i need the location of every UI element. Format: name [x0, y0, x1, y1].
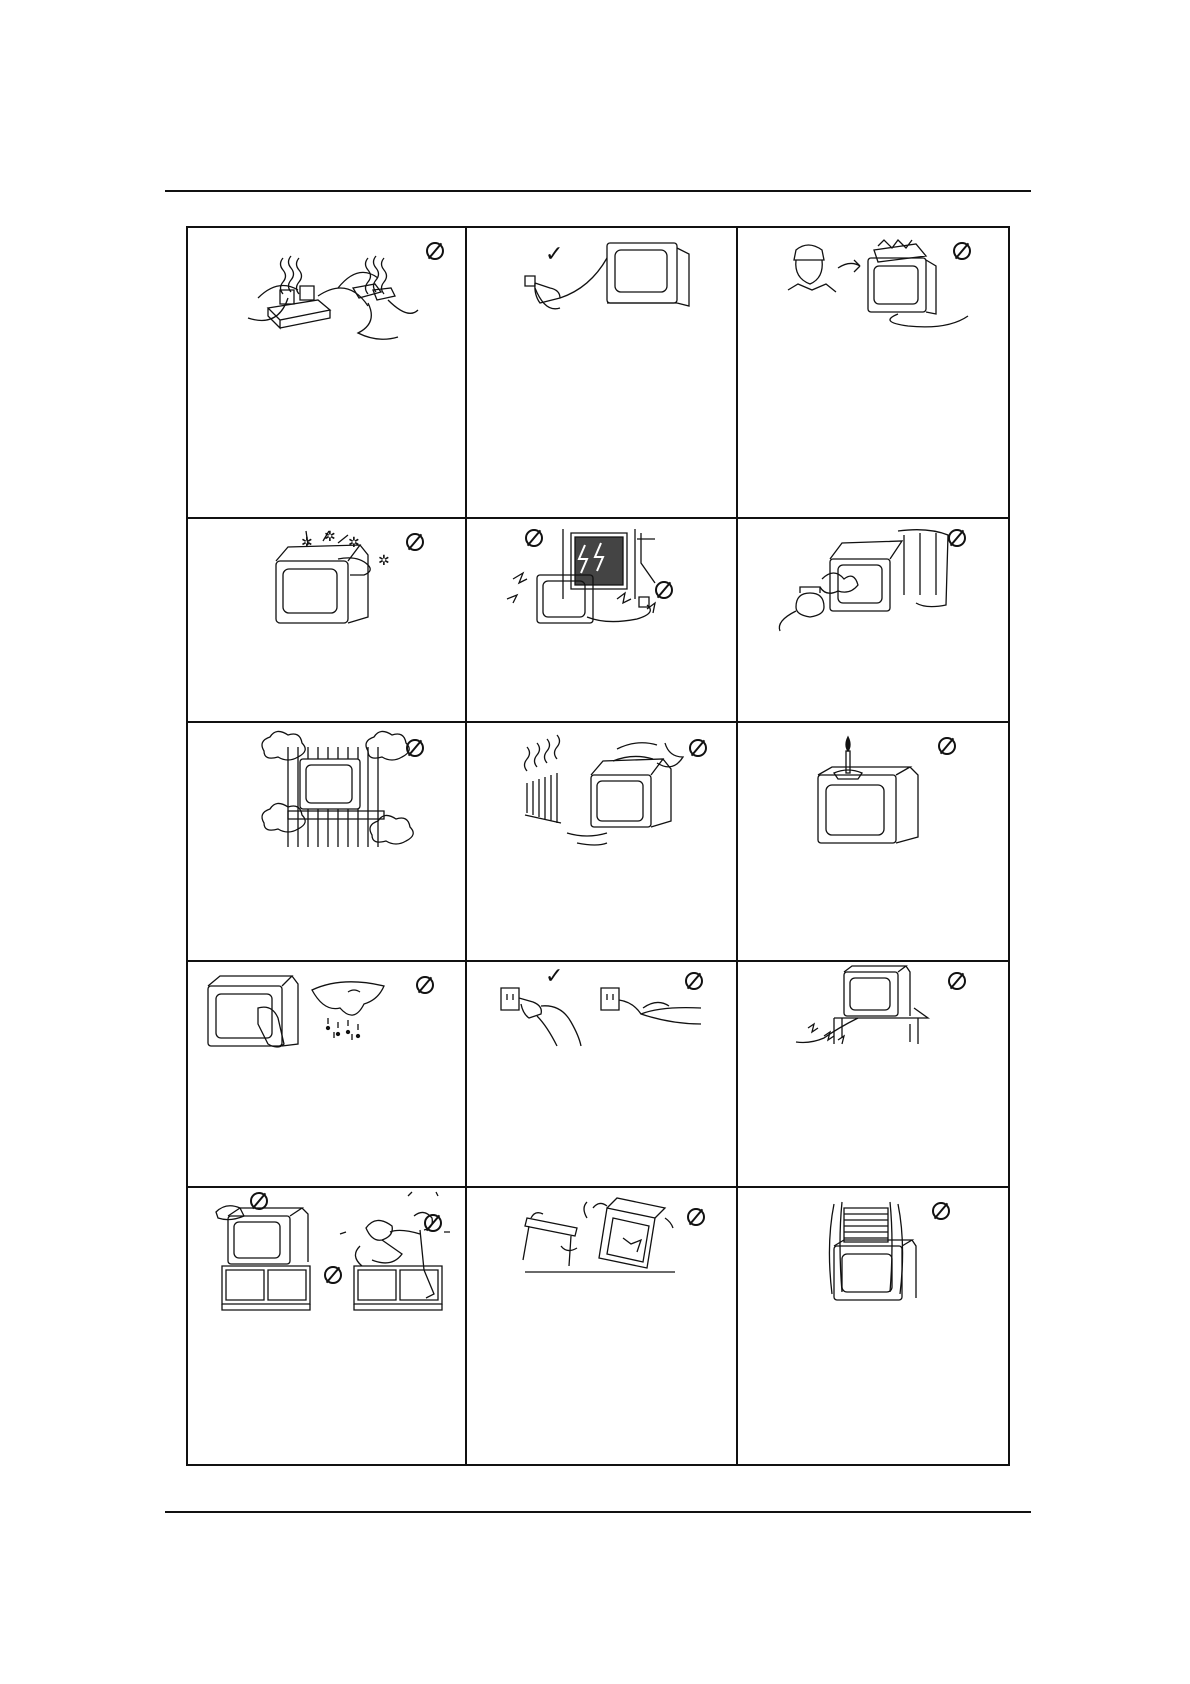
svg-text:✲: ✲	[378, 552, 390, 568]
lightning-storm-illustration	[467, 519, 736, 721]
candle-on-tv-illustration	[738, 723, 1008, 960]
warning-cell-r1c2	[467, 228, 736, 517]
warning-cell-r1c3	[738, 228, 1008, 517]
prohibited-icon	[687, 1208, 705, 1226]
svg-text:✲: ✲	[348, 534, 360, 550]
warning-cell-r4c1	[188, 962, 465, 1186]
warning-cell-r2c1	[188, 519, 465, 721]
warning-illustration-grid	[186, 226, 1010, 1466]
prohibited-icon	[932, 1202, 950, 1220]
warning-cell-r2c2	[467, 519, 736, 721]
service-technician-illustration	[738, 228, 1008, 517]
footer-rule	[165, 1511, 1031, 1513]
prohibited-icon	[938, 737, 956, 755]
prohibited-icon	[406, 739, 424, 757]
prohibited-icon	[424, 1214, 442, 1232]
objects-on-tv-illustration	[738, 1188, 1008, 1464]
prohibited-icon	[685, 972, 703, 990]
checkmark-icon: ✓	[545, 242, 564, 267]
warning-cell-r3c3	[738, 723, 1008, 960]
prohibited-icon	[324, 1266, 342, 1284]
prohibited-icon	[655, 581, 673, 599]
prohibited-icon	[948, 529, 966, 547]
prohibited-icon	[525, 529, 543, 547]
objects-into-vents-illustration	[188, 519, 465, 721]
warning-cell-r5c3	[738, 1188, 1008, 1464]
warning-cell-r3c1	[188, 723, 465, 960]
warning-cell-r3c2	[467, 723, 736, 960]
wet-cloth-cleaning-illustration	[188, 962, 465, 1186]
prohibited-icon	[406, 533, 424, 551]
overloaded-power-strip-illustration	[188, 228, 465, 517]
header-rule	[165, 190, 1031, 192]
warning-cell-r1c1	[188, 228, 465, 517]
blocked-ventilation-illustration	[188, 723, 465, 960]
unplug-by-plug-illustration	[467, 962, 736, 1186]
prohibited-icon	[426, 242, 444, 260]
prohibited-icon	[689, 739, 707, 757]
steam-moisture-illustration	[738, 519, 1008, 721]
warning-cell-r4c3	[738, 962, 1008, 1186]
prohibited-icon	[953, 242, 971, 260]
damaged-cord-illustration	[738, 962, 1008, 1186]
prohibited-icon	[948, 972, 966, 990]
tv-plugged-in-illustration	[467, 228, 736, 517]
children-climbing-illustration	[188, 1188, 465, 1464]
svg-text:✲: ✲	[324, 528, 336, 544]
heat-sources-illustration	[467, 723, 736, 960]
prohibited-icon	[250, 1192, 268, 1210]
prohibited-icon	[416, 976, 434, 994]
svg-text:✲: ✲	[301, 534, 313, 550]
checkmark-icon: ✓	[545, 964, 564, 989]
falling-tv-illustration	[467, 1188, 736, 1464]
warning-cell-r5c1	[188, 1188, 465, 1464]
warning-cell-r4c2	[467, 962, 736, 1186]
warning-cell-r5c2	[467, 1188, 736, 1464]
warning-cell-r2c3	[738, 519, 1008, 721]
